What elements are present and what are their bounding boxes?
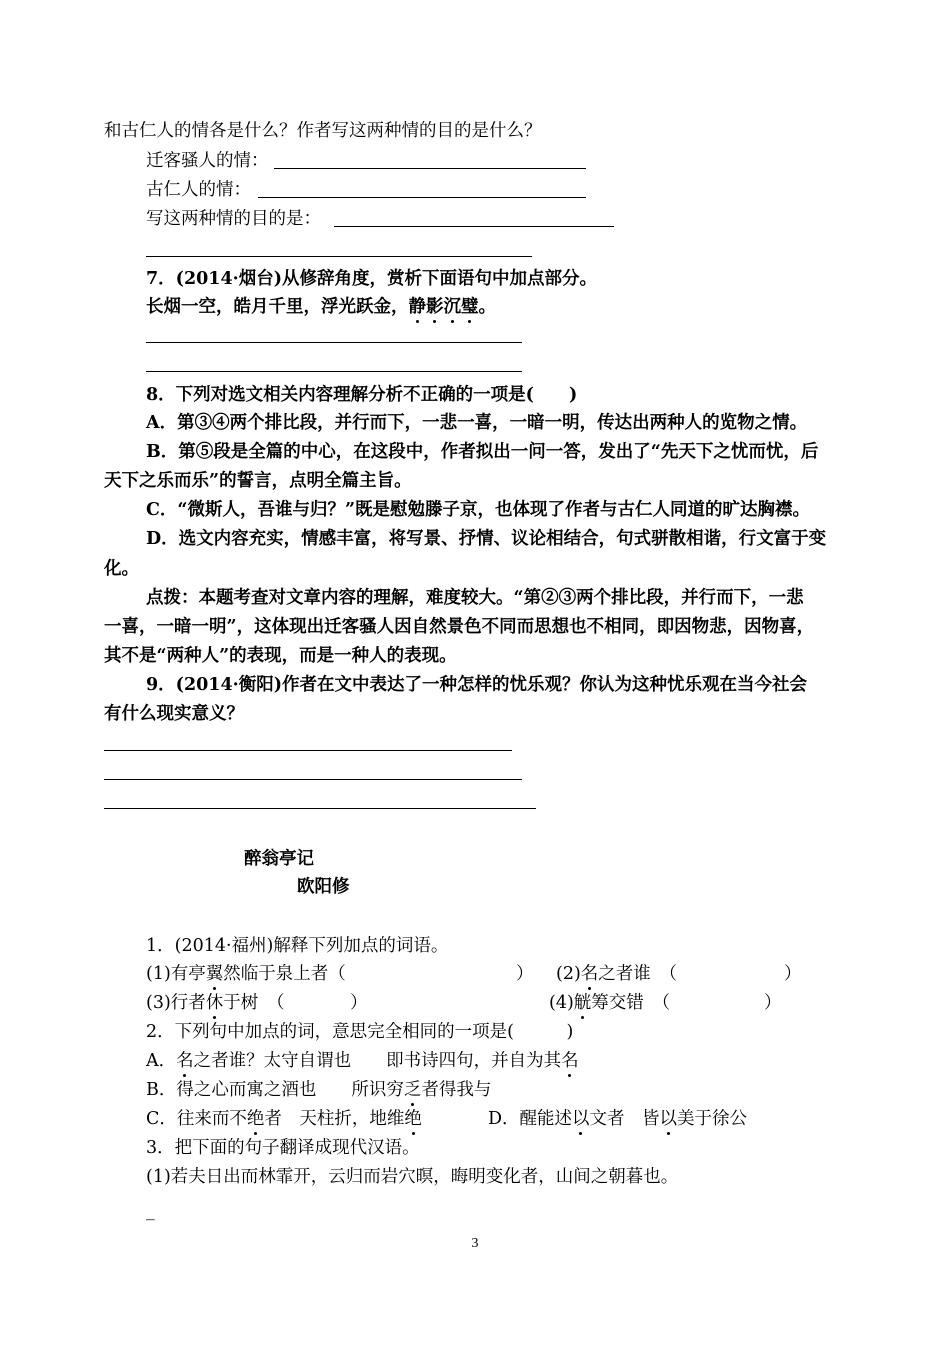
- q7-stem: 7．(2014·烟台)从修辞角度，赏析下面语句中加点部分。: [146, 269, 598, 289]
- s2-q2-option-c: C．往来而不绝者 天柱折，地维绝: [146, 1109, 422, 1129]
- s2-q3-item1: (1)若夫日出而林霏开，云归而岩穴暝，晦明变化者，山间之朝暮也。: [146, 1167, 679, 1187]
- answer-line[interactable]: [334, 226, 614, 227]
- emphasis-char: 翼: [205, 964, 224, 984]
- fill-label-qianke: 迁客骚人的情：: [146, 151, 269, 171]
- passage-title: 醉翁亭记: [244, 849, 314, 869]
- hint-line-3: 其不是“两种人”的表现，而是一种人的表现。: [104, 646, 457, 666]
- s2-q1-item3-close: ）: [350, 993, 368, 1013]
- emphasis-char: 以: [572, 1109, 590, 1129]
- q8-stem: 8．下列对选文相关内容理解分析不正确的一项是( ): [146, 385, 578, 405]
- s2-q2-stem: 2．下列句中加点的词，意思完全相同的一项是( ): [146, 1022, 574, 1042]
- q8-option-a: A．第③④两个排比段，并行而下，一悲一喜，一暗一明，传达出两种人的览物之情。: [146, 413, 808, 433]
- answer-line[interactable]: [274, 168, 586, 169]
- passage-author: 欧阳修: [297, 877, 350, 897]
- q7-quote: 长烟一空，皓月千里，浮光跃金，静影沉璧。: [146, 297, 496, 317]
- s2-q1-item4: (4)觥筹交错 （: [549, 993, 671, 1013]
- q8-option-d-cont: 化。: [104, 559, 139, 579]
- s2-q3-stem: 3．把下面的句子翻译成现代汉语。: [146, 1138, 420, 1158]
- fill-label-guren: 古仁人的情：: [146, 180, 251, 200]
- answer-line[interactable]: [146, 256, 532, 257]
- s2-q1-item2: (2)名之者谁 （: [556, 964, 678, 984]
- s2-q2-option-d: D．醒能述以文者 皆以美于徐公: [488, 1109, 748, 1129]
- hint-line-2: 一喜，一暗一明”，这体现出迁客骚人因自然景色不同而思想也不相同，即因物悲，因物喜，: [104, 617, 815, 637]
- emphasis-char: 静: [408, 297, 426, 317]
- answer-line[interactable]: [146, 342, 522, 343]
- s2-q1-item2-close: ）: [784, 964, 802, 984]
- answer-line[interactable]: [104, 808, 536, 809]
- s2-q3-blank[interactable]: _: [146, 1201, 155, 1221]
- emphasis-char: 名: [561, 1051, 579, 1071]
- hint-label: 点拨：: [146, 588, 199, 608]
- s2-q1-item3: (3)行者休于树 （: [146, 993, 285, 1013]
- emphasis-char: 觥: [573, 993, 592, 1013]
- emphasis-char: 沉: [443, 297, 461, 317]
- emphasis-char: 名: [580, 964, 599, 984]
- s2-q1-item1: (1)有亭翼然临于泉上者（: [146, 964, 346, 984]
- q9-stem-cont: 有什么现实意义？: [104, 704, 244, 724]
- q8-option-b: B．第⑤段是全篇的中心，在这段中，作者拟出一问一答，发出了“先天下之忧而忧，后: [146, 442, 819, 462]
- q8-option-b-cont: 天下之乐而乐”的誓言，点明全篇主旨。: [104, 471, 412, 491]
- emphasis-char: 绝: [404, 1109, 422, 1129]
- q9-stem: 9．(2014·衡阳)作者在文中表达了一种怎样的忧乐观？你认为这种忧乐观在当今社会: [146, 675, 808, 695]
- emphasis-char: 以: [659, 1109, 678, 1129]
- answer-line[interactable]: [104, 750, 512, 751]
- s2-q1-item1-close: ）: [516, 964, 534, 984]
- answer-line[interactable]: [258, 197, 586, 198]
- answer-line[interactable]: [104, 779, 522, 780]
- q6-tail: 和古仁人的情各是什么？作者写这两种情的目的是什么？: [104, 121, 542, 141]
- q8-option-d: D．选文内容充实，情感丰富，将写景、抒情、议论相结合，句式骈散相谐，行文富于变: [146, 529, 827, 549]
- emphasis-char: 绝: [246, 1109, 265, 1129]
- emphasis-char: 影: [426, 297, 444, 317]
- page-number: 3: [471, 1236, 479, 1251]
- hint-line-1: 点拨：本题考查对文章内容的理解，难度较大。“第②③两个排比段，并行而下，一悲: [146, 588, 804, 608]
- s2-q1-item4-close: ）: [764, 993, 782, 1013]
- q8-option-c: C．“微斯人，吾谁与归？”既是慰勉滕子京，也体现了作者与古仁人同道的旷达胸襟。: [146, 500, 811, 520]
- s2-q1-stem: 1．(2014·福州)解释下列加点的词语。: [146, 936, 449, 956]
- emphasis-char: 乏: [403, 1080, 422, 1100]
- s2-q2-option-a: A．名之者谁？太守自谓也 即书诗四句，并自为其名: [146, 1051, 579, 1071]
- answer-line[interactable]: [146, 371, 522, 372]
- emphasis-char: 休: [205, 993, 224, 1013]
- s2-q2-option-b: B．得之心而寓之酒也 所识穷乏者得我与: [146, 1080, 492, 1100]
- emphasis-char: 名: [176, 1051, 194, 1071]
- emphasis-char: 璧: [461, 297, 479, 317]
- fill-label-purpose: 写这两种情的目的是：: [146, 209, 321, 229]
